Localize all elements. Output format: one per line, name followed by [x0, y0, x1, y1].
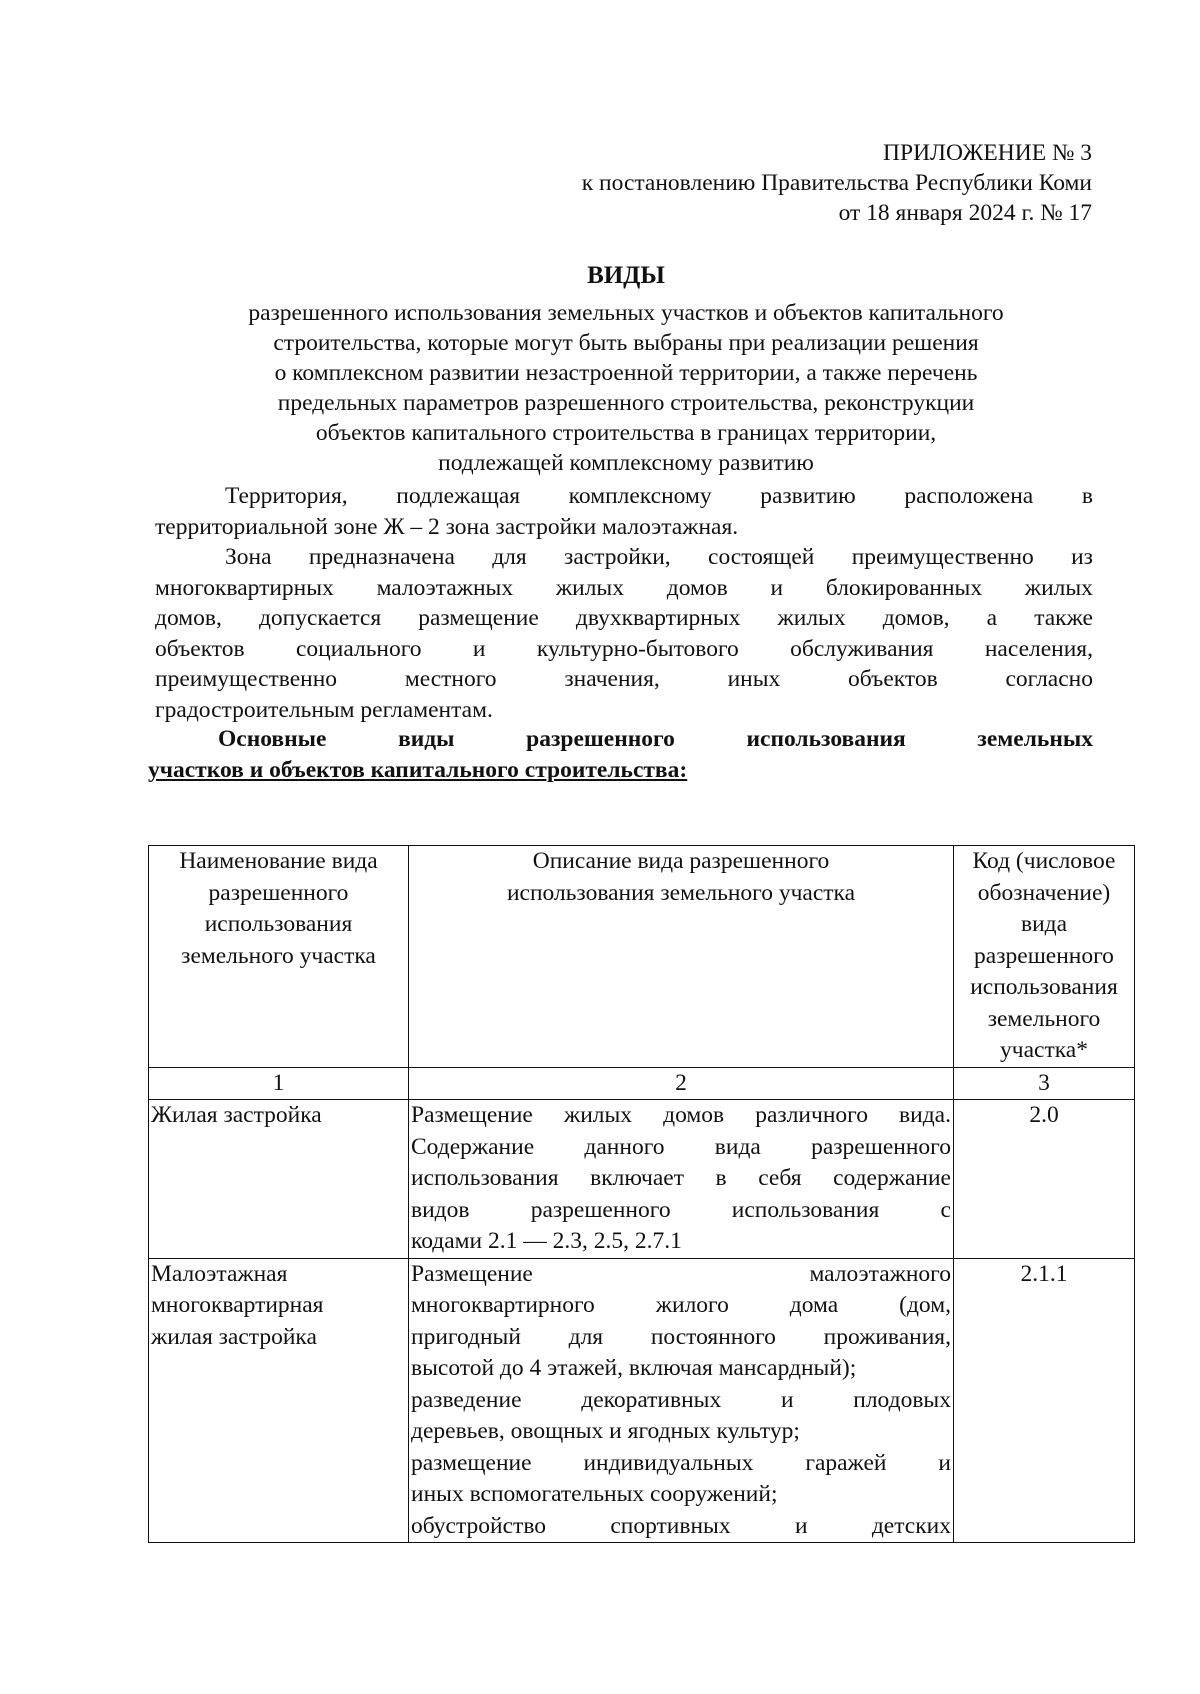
word: и	[780, 1386, 794, 1413]
word: жилых	[1024, 574, 1093, 601]
description-line: деревьев, овощных и ягодных культур;	[411, 1418, 800, 1444]
subtitle-line: разрешенного использования земельных участков и объектов капитального	[248, 300, 1004, 326]
word: содержание	[833, 1165, 951, 1191]
word: жилых	[555, 574, 624, 601]
word: малоэтажных	[376, 574, 514, 601]
word: иных	[727, 666, 781, 692]
header-line: земельного участка	[181, 942, 376, 969]
word: использования	[731, 1196, 880, 1223]
use-code: 2.1.1	[954, 1258, 1135, 1543]
table-row	[149, 1100, 1135, 1259]
word: и	[472, 635, 486, 662]
word: постоянного	[650, 1323, 776, 1350]
description-line	[411, 1385, 951, 1417]
column-number: 2	[409, 1067, 954, 1100]
word: использования	[746, 726, 906, 752]
word: проживания,	[823, 1323, 951, 1350]
word: преимущественно	[155, 666, 338, 692]
header-line: Описание вида разрешенного	[532, 848, 830, 874]
word: Размещение	[411, 1260, 533, 1287]
word: состоящей	[708, 544, 815, 570]
header-line: обозначение)	[977, 879, 1111, 906]
word: Размещение	[411, 1102, 533, 1128]
word: развитию	[760, 483, 856, 509]
word: размещение	[411, 1449, 532, 1476]
word: допускается	[258, 605, 382, 631]
header-line: использования	[204, 911, 353, 937]
word: жилых	[563, 1102, 633, 1128]
column-number: 1	[149, 1067, 409, 1100]
word: использования	[411, 1165, 559, 1191]
column-number: 3	[954, 1067, 1135, 1100]
word: многоквартирных	[155, 574, 334, 601]
paragraph-line: градостроительным регламентам.	[155, 696, 493, 723]
word: местного	[404, 666, 497, 692]
subtitle-line: подлежащей комплексному развитию	[438, 450, 814, 476]
word: блокированных	[825, 574, 983, 601]
word: двухквартирных	[575, 605, 741, 631]
word: обустройство	[411, 1512, 547, 1539]
word: многоквартирного	[411, 1292, 595, 1318]
word: данного	[584, 1133, 665, 1160]
word: включает	[590, 1165, 684, 1191]
word: плодовых	[853, 1386, 951, 1413]
word: различного	[755, 1102, 868, 1128]
land-use-table	[148, 845, 1135, 1543]
use-name	[149, 1100, 409, 1259]
word: спортивных	[610, 1512, 731, 1539]
word: значения,	[564, 666, 660, 692]
word: разрешенного	[526, 726, 675, 752]
header-line: разрешенного	[974, 942, 1114, 969]
header-code-column	[954, 846, 1135, 1068]
word: домов,	[155, 605, 222, 631]
paragraph-line	[155, 573, 1093, 604]
word: Содержание	[411, 1133, 535, 1160]
paragraph-line	[155, 664, 1093, 695]
table-number-row	[149, 1067, 1135, 1100]
word: себя	[758, 1165, 802, 1191]
word: расположена	[904, 483, 1034, 509]
description-line	[411, 1290, 951, 1322]
word: социального	[296, 635, 422, 662]
paragraph-line	[155, 481, 1093, 512]
word: и	[794, 1512, 808, 1539]
use-name-line: Жилая застройка	[151, 1102, 322, 1128]
subtitle-line: о комплексном развитии незастроенной территории, а также перечень	[274, 360, 978, 386]
table-header-row	[149, 846, 1135, 1068]
description-line	[411, 1132, 951, 1164]
paragraph-line	[155, 603, 1093, 634]
word: вида.	[899, 1102, 951, 1128]
use-description	[409, 1100, 954, 1259]
description-line	[411, 1511, 951, 1543]
word: видов	[411, 1196, 470, 1223]
word: культурно-бытового	[536, 635, 739, 662]
word: в	[1081, 483, 1093, 509]
description-line: иных вспомогательных сооружений;	[411, 1481, 778, 1507]
appendix-date: от 18 января 2024 г. № 17	[838, 200, 1092, 226]
description-line	[411, 1259, 951, 1291]
use-description	[409, 1258, 954, 1543]
description-line	[411, 1100, 951, 1132]
word: домов,	[882, 605, 950, 631]
word: предназначена	[308, 544, 455, 570]
word: для	[492, 544, 527, 570]
word: индивидуальных	[583, 1449, 754, 1476]
main-uses-heading	[148, 724, 1093, 785]
word: Зона	[225, 544, 272, 570]
word: декоративных	[581, 1386, 722, 1413]
word: объектов	[155, 635, 245, 662]
subtitle-line: предельных параметров разрешенного строительства, реконструкции	[277, 390, 975, 416]
header-line: разрешенного	[208, 879, 349, 906]
territory-paragraph	[155, 481, 1093, 542]
header-description-column	[409, 846, 954, 1068]
appendix-resolution: к постановлению Правительства Республики Коми	[581, 170, 1092, 196]
word: виды	[398, 726, 455, 752]
use-name-line: многоквартирная	[151, 1292, 324, 1318]
word: а	[986, 605, 998, 631]
zone-paragraph	[155, 542, 1093, 725]
use-name	[149, 1258, 409, 1543]
description-line	[411, 1448, 951, 1480]
appendix-number: ПРИЛОЖЕНИЕ № 3	[883, 140, 1092, 166]
word: вида	[714, 1133, 761, 1160]
subtitle-line: объектов капитального строительства в границах территории,	[315, 420, 937, 446]
word: дома	[789, 1292, 839, 1318]
word: с	[940, 1196, 951, 1223]
use-name-line: жилая застройка	[151, 1323, 317, 1350]
word: согласно	[1005, 666, 1093, 692]
use-name-line: Малоэтажная	[151, 1260, 288, 1287]
appendix-header	[582, 138, 1092, 228]
word: подлежащая	[396, 483, 521, 509]
description-line: кодами 2.1 — 2.3, 2.5, 2.7.1	[411, 1228, 682, 1254]
word: Территория,	[225, 483, 348, 509]
word: разрешенного	[811, 1133, 951, 1160]
table-row	[149, 1258, 1135, 1543]
header-line: использования земельного участка	[506, 879, 856, 906]
use-code: 2.0	[954, 1100, 1135, 1259]
header-name-column	[149, 846, 409, 1068]
header-line: Код (числовое	[972, 848, 1116, 874]
paragraph-line: территориальной зоне Ж – 2 зона застройки малоэтажная.	[155, 513, 739, 540]
header-line: использования	[970, 974, 1118, 1000]
word: комплексному	[568, 483, 712, 509]
word: домов	[663, 1102, 725, 1128]
word: жилых	[777, 605, 846, 631]
description-line	[411, 1163, 951, 1195]
subtitle-line: строительства, которые могут быть выбраны при реализации решения	[273, 330, 979, 356]
word: разрешенного	[530, 1196, 671, 1223]
header-line: земельного	[987, 1005, 1101, 1032]
word: домов	[666, 574, 728, 601]
word: и	[770, 574, 784, 601]
word: (дом,	[899, 1292, 951, 1318]
word: и	[938, 1449, 951, 1476]
word: разведение	[411, 1386, 522, 1413]
word: Основные	[218, 726, 327, 752]
word: пригодный	[411, 1323, 521, 1350]
paragraph-line	[155, 634, 1093, 665]
document-subtitle	[100, 298, 1152, 478]
word: детских	[871, 1512, 951, 1539]
word: застройки,	[564, 544, 671, 570]
header-line: Наименование вида	[179, 848, 378, 874]
word: преимущественно	[851, 544, 1034, 570]
heading-line	[148, 724, 1093, 755]
heading-line: участков и объектов капитального строительства:	[148, 756, 688, 783]
description-line	[411, 1322, 951, 1354]
paragraph-line	[155, 542, 1093, 573]
word: гаражей	[805, 1449, 887, 1476]
word: населения,	[984, 635, 1093, 662]
word: размещение	[418, 605, 539, 631]
word: из	[1071, 544, 1093, 570]
word: в	[715, 1165, 727, 1191]
header-line: вида	[1020, 911, 1068, 937]
word: для	[568, 1323, 604, 1350]
word: также	[1034, 605, 1093, 631]
description-line: высотой до 4 этажей, включая мансардный);	[411, 1355, 857, 1381]
description-line	[411, 1195, 951, 1227]
word: объектов	[848, 666, 938, 692]
document-title: ВИДЫ	[587, 262, 665, 289]
header-line: участка*	[1000, 1037, 1088, 1063]
word: земельных	[977, 726, 1093, 752]
word: жилого	[655, 1292, 729, 1318]
word: малоэтажного	[809, 1260, 951, 1287]
word: обслуживания	[790, 635, 934, 662]
